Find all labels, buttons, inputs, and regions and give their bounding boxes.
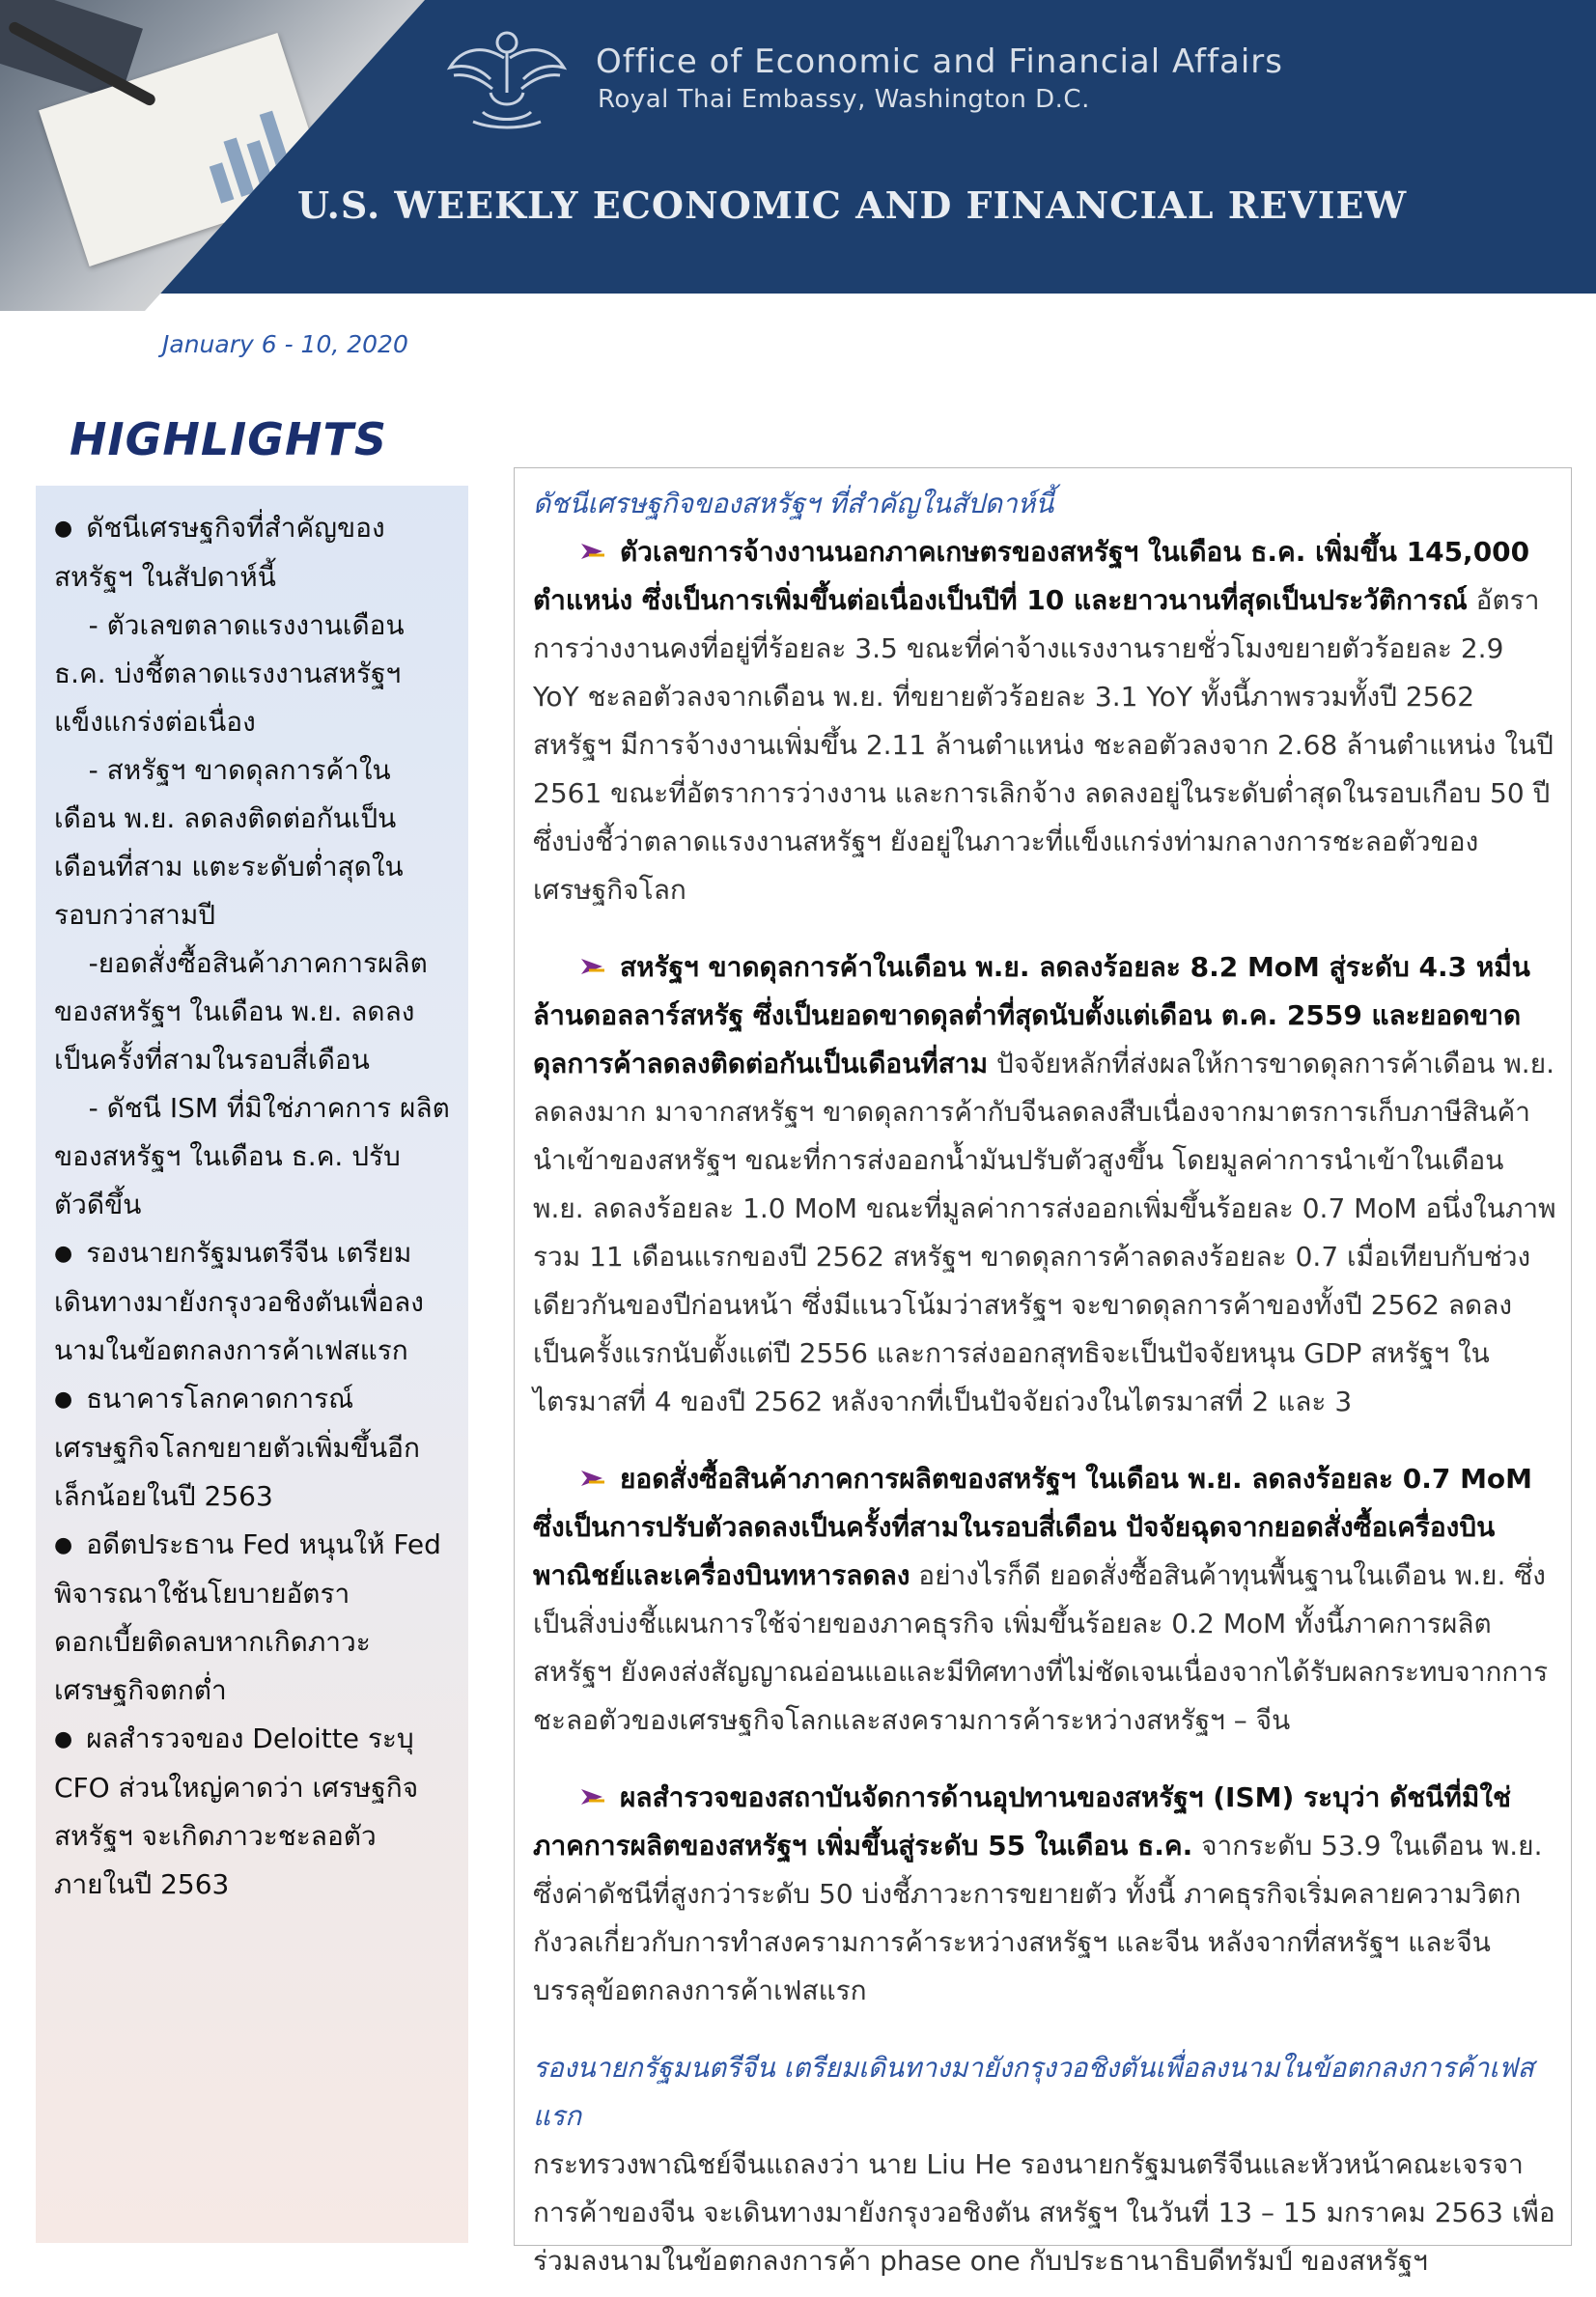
highlight-item: ● ผลสำรวจของ Deloitte ระบุ CFO ส่วนใหญ่คาดว่า เศรษฐกิจ สหรัฐฯ จะเกิดภาวะชะลอตัว ภายในปี 2563: [54, 1723, 419, 1900]
bullet-icon: ●: [54, 1727, 73, 1751]
arrow-bullet-icon: [579, 538, 608, 565]
garuda-emblem-icon: [444, 25, 570, 131]
section-heading: รองนายกรัฐมนตรีจีน เตรียมเดินทางมายังกรุงวอชิงตันเพื่อลงนามในข้อตกลงการค้าเฟสแรก: [533, 2052, 1534, 2132]
bullet-icon: ●: [54, 1533, 73, 1557]
office-name: Office of Economic and Financial Affairs: [596, 42, 1283, 81]
header-banner: [0, 0, 1596, 294]
highlight-item: ● อดีตประธาน Fed หนุนให้ Fed พิจารณาใช้นโยบายอัตรา ดอกเบี้ยติดลบหากเกิดภาวะ เศรษฐกิจตกต่ำ: [54, 1528, 441, 1706]
paragraph-trade-deficit: สหรัฐฯ ขาดดุลการค้าในเดือน พ.ย. ลดลงร้อยละ 8.2 MoM สู่ระดับ 4.3 หมื่นล้านดอลลาร์สหรัฐ ซึ่งเป็นยอดขาดดุลต่ำที่สุดนับตั้งแต่เดือน ต.ค. 2559 และยอดขาดดุลการค้าลดลงติดต่อกันเป็นเดือนที่สาม ปัจจัยหลักที่ส่งผลให้การขาดดุลการค้าเดือน พ.ย. ลดลงมาก มาจากสหรัฐฯ ขาดดุลการค้ากับจีนลดลงสืบเนื่องจากมาตรการเก็บภาษีสินค้านำเข้าของสหรัฐฯ ขณะที่การส่งออกน้ำมันปรับตัวสูงขึ้น โดยมูลค่าการนำเข้าในเดือน พ.ย. ลดลงร้อยละ 1.0 MoM ขณะที่มูลค่าการส่งออกเพิ่มขึ้นร้อยละ 0.7 MoM อนึ่งในภาพรวม 11 เดือนแรกของปี 2562 สหรัฐฯ ขาดดุลการค้าลดลงร้อยละ 0.7 เมื่อเทียบกับช่วงเดียวกันของปีก่อนหน้า ซึ่งมีแนวโน้มว่าสหรัฐฯ จะขาดดุลการค้าของทั้งปี 2562 ลดลงเป็นครั้งแรกนับตั้งแต่ปี 2556 และการส่งออกสุทธิจะเป็นปัจจัยหนุน GDP สหรัฐฯ ในไตรมาสที่ 4 ของปี 2562 หลังจากที่เป็นปัจจัยถ่วงในไตรมาสที่ 2 และ 3: [533, 951, 1556, 1417]
section-heading: ดัชนีเศรษฐกิจของสหรัฐฯ ที่สำคัญในสัปดาห์นี้: [533, 488, 1054, 519]
paragraph-factory-orders: ยอดสั่งซื้อสินค้าภาคการผลิตของสหรัฐฯ ในเดือน พ.ย. ลดลงร้อยละ 0.7 MoM ซึ่งเป็นการปรับตัวลดลงเป็นครั้งที่สามในรอบสี่เดือน ปัจจัยฉุดจากยอดสั่งซื้อเครื่องบินพาณิชย์และเครื่องบินทหารลดลง อย่างไรก็ดี ยอดสั่งซื้อสินค้าทุนพื้นฐานในเดือน พ.ย. ซึ่งเป็นสิ่งบ่งชี้แผนการใช้จ่ายของภาคธุรกิจ เพิ่มขึ้นร้อยละ 0.2 MoM ทั้งนี้ภาคการผลิตสหรัฐฯ ยังคงส่งสัญญาณอ่อนแอและมีทิศทางที่ไม่ชัดเจนเนื่องจากได้รับผลกระทบจากการชะลอตัวของเศรษฐกิจโลกและสงครามการค้าระหว่างสหรัฐฯ – จีน: [533, 1463, 1549, 1736]
paragraph-china-trade: กระทรวงพาณิชย์จีนแถลงว่า นาย Liu He รองนายกรัฐมนตรีจีนและหัวหน้าคณะเจรจาการค้าของจีน จะเดินทางมายังกรุงวอชิงตัน สหรัฐฯ ในวันที่ 13 – 15 มกราคม 2563 เพื่อร่วมลงนามในข้อตกลงการค้า phase one กับประธานาธิบดีทรัมป์ ของสหรัฐฯ: [533, 2148, 1555, 2277]
bullet-icon: ●: [54, 1242, 73, 1266]
highlight-item: ● ดัชนีเศรษฐกิจที่สำคัญของ สหรัฐฯ ในสัปดาห์นี้: [54, 512, 385, 593]
highlight-subitem: -ยอดสั่งซื้อสินค้าภาคการผลิต ของสหรัฐฯ ในเดือน พ.ย. ลดลง เป็นครั้งที่สามในรอบสี่เดือน: [54, 947, 428, 1076]
highlight-subitem: - สหรัฐฯ ขาดดุลการค้าใน เดือน พ.ย. ลดลงติดต่อกันเป็น เดือนที่สาม แตะระดับต่ำสุดใน รอบกว่าสามปี: [54, 754, 404, 931]
highlight-subitem: - ตัวเลขตลาดแรงงานเดือน ธ.ค. บ่งชี้ตลาดแรงงานสหรัฐฯ แข็งแกร่งต่อเนื่อง: [54, 609, 405, 738]
bullet-icon: ●: [54, 517, 73, 541]
highlight-subitem: - ดัชนี ISM ที่มิใช่ภาคการ ผลิตของสหรัฐฯ ในเดือน ธ.ค. ปรับตัวดีขึ้น: [54, 1092, 450, 1220]
highlight-item: ● รองนายกรัฐมนตรีจีน เตรียม เดินทางมายังกรุงวอชิงตันเพื่อลง นามในข้อตกลงการค้าเฟสแรก: [54, 1237, 424, 1366]
office-location: Royal Thai Embassy, Washington D.C.: [598, 85, 1090, 114]
header-photo: [0, 0, 454, 311]
paragraph-employment: ตัวเลขการจ้างงานนอกภาคเกษตรของสหรัฐฯ ในเดือน ธ.ค. เพิ่มขึ้น 145,000 ตำแหน่ง ซึ่งเป็นการเพิ่มขึ้นต่อเนื่องเป็นปีที่ 10 และยาวนานที่สุดเป็นประวัติการณ์ อัตราการว่างงานคงที่อยู่ที่ร้อยละ 3.5 ขณะที่ค่าจ้างแรงงานรายชั่วโมงขยายตัวร้อยละ 2.9 YoY ชะลอตัวลงจากเดือน พ.ย. ที่ขยายตัวร้อยละ 3.1 YoY ทั้งนี้ภาพรวมทั้งปี 2562 สหรัฐฯ มีการจ้างงานเพิ่มขึ้น 2.11 ล้านตำแหน่ง ชะลอตัวลงจาก 2.68 ล้านตำแหน่ง ในปี 2561 ขณะที่อัตราการว่างงาน และการเลิกจ้าง ลดลงอยู่ในระดับต่ำสุดในรอบเกือบ 50 ปี ซึ่งบ่งชี้ว่าตลาดแรงงานสหรัฐฯ ยังอยู่ในภาวะที่แข็งแกร่งท่ามกลางการชะลอตัวของเศรษฐกิจโลก: [533, 536, 1554, 906]
arrow-bullet-icon: [579, 1783, 608, 1810]
paragraph-ism: ผลสำรวจของสถาบันจัดการด้านอุปทานของสหรัฐฯ (ISM) ระบุว่า ดัชนีที่มิใช่ภาคการผลิตของสหรัฐฯ เพิ่มขึ้นสู่ระดับ 55 ในเดือน ธ.ค. จากระดับ 53.9 ในเดือน พ.ย. ซึ่งค่าดัชนีที่สูงกว่าระดับ 50 บ่งชี้ภาวะการขยายตัว ทั้งนี้ ภาคธุรกิจเริ่มคลายความวิตกกังวลเกี่ยวกับการทำสงครามการค้าระหว่างสหรัฐฯ และจีน หลังจากที่สหรัฐฯ และจีน บรรลุข้อตกลงการค้าเฟสแรก: [533, 1781, 1543, 2006]
report-date: January 6 - 10, 2020: [162, 330, 408, 358]
review-title: U.S. WEEKLY ECONOMIC AND FINANCIAL REVIEW: [297, 183, 1408, 227]
highlights-title: HIGHLIGHTS: [70, 413, 388, 465]
highlight-item: ● ธนาคารโลกคาดการณ์ เศรษฐกิจโลกขยายตัวเพิ่มขึ้นอีก เล็กน้อยในปี 2563: [54, 1383, 420, 1512]
main-content: [533, 480, 1556, 2297]
bullet-icon: ●: [54, 1387, 73, 1412]
arrow-bullet-icon: [579, 1465, 608, 1492]
arrow-bullet-icon: [579, 953, 608, 980]
highlights-list: [54, 504, 450, 1909]
